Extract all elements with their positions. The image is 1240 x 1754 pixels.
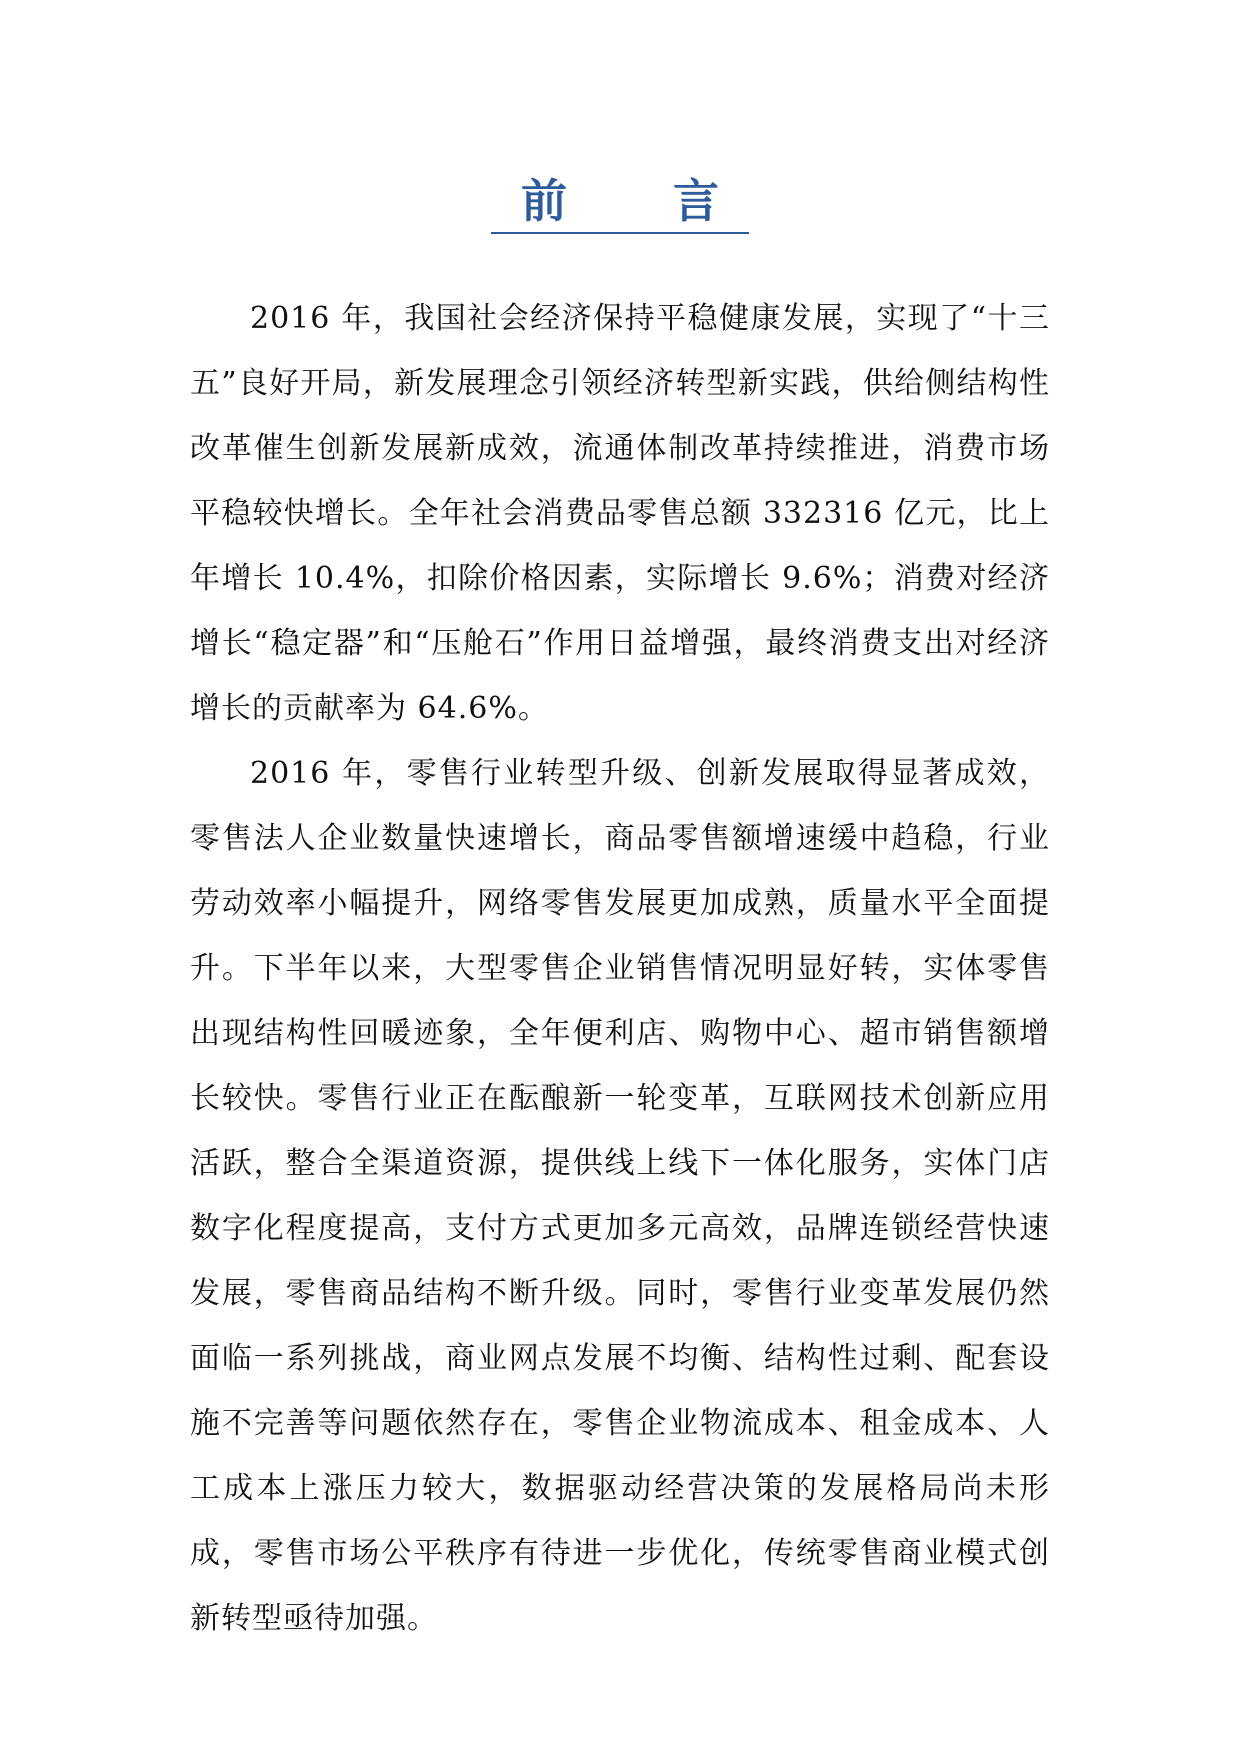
paragraph-1: 2016 年，我国社会经济保持平稳健康发展，实现了“十三五”良好开局，新发展理念引领经济转型新实践，供给侧结构性改革催生创新发展新成效，流通体制改革持续推进，消费市场平稳较快增长。全年社会消费品零售总额 332316 亿元，比上年增长 10.4%，扣除价格因素，实际增长 9.6%；消费对经济增长“稳定器”和“压舱石”作用日益增强，最终消费支出对经济增长的贡献率为 64.6%。 [190, 301, 1050, 726]
paragraph-2: 2016 年，零售行业转型升级、创新发展取得显著成效，零售法人企业数量快速增长，商品零售额增速缓中趋稳，行业劳动效率小幅提升，网络零售发展更加成熟，质量水平全面提升。下半年以来，大型零售企业销售情况明显好转，实体零售出现结构性回暖迹象，全年便利店、购物中心、超市销售额增长较快。零售行业正在酝酿新一轮变革，互联网技术创新应用活跃，整合全渠道资源，提供线上线下一体化服务，实体门店数字化程度提高，支付方式更加多元高效，品牌连锁经营快速发展，零售商品结构不断升级。同时，零售行业变革发展仍然面临一系列挑战，商业网点发展不均衡、结构性过剩、配套设施不完善等问题依然存在，零售企业物流成本、租金成本、人工成本上涨压力较大，数据驱动经营决策的发展格局尚未形成，零售市场公平秩序有待进一步优化，传统零售商业模式创新转型亟待加强。 [190, 756, 1050, 1636]
page-title-text: 前 言 [491, 172, 749, 234]
body-text [190, 286, 1050, 1651]
page-title [0, 172, 1240, 234]
